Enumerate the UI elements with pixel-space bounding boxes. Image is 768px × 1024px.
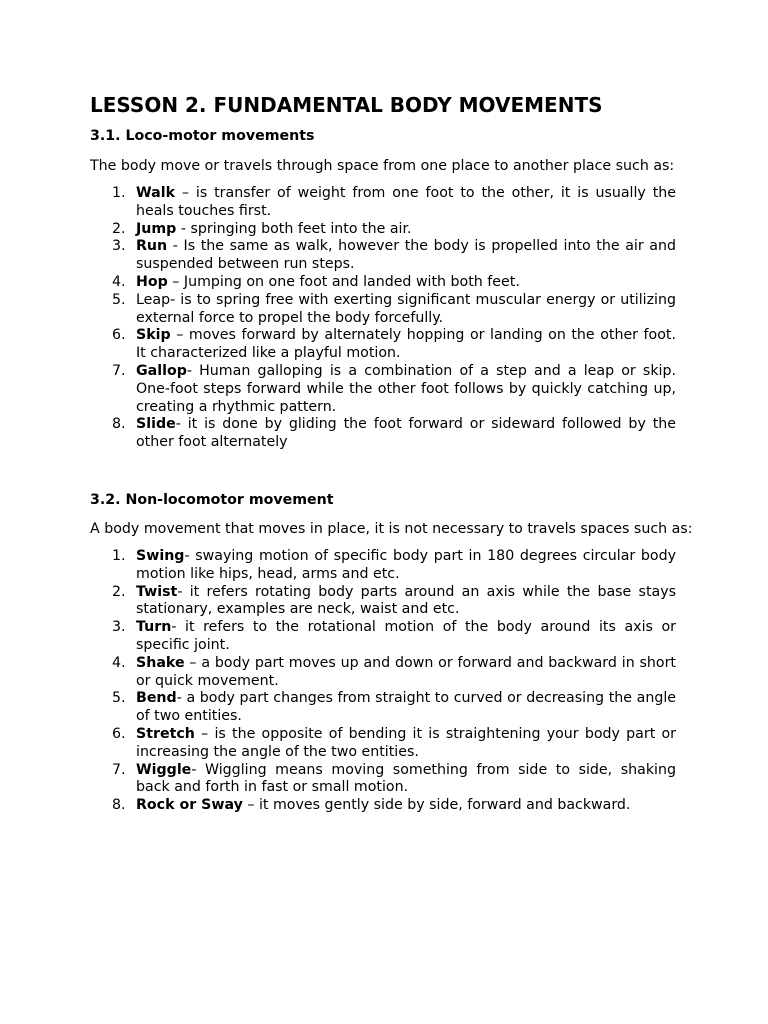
list-item (90, 363, 676, 416)
movement-description: – Jumping on one foot and landed with both feet. (167, 273, 520, 290)
list-item-number: 8. (112, 416, 126, 433)
list-item-number: 7. (112, 362, 126, 379)
movement-term: Gallop (136, 362, 187, 379)
section-heading-nonlocomotor: 3.2. Non-locomotor movement (90, 492, 334, 508)
nonlocomotor-list (90, 548, 676, 815)
list-item-number: 3. (112, 238, 126, 255)
movement-term: Hop (136, 273, 168, 290)
movement-description: - springing both feet into the air. (176, 220, 412, 237)
list-item-number: 8. (112, 797, 126, 814)
lesson-title: LESSON 2. FUNDAMENTAL BODY MOVEMENTS (90, 93, 603, 117)
movement-term: Skip (136, 327, 171, 344)
list-item (90, 238, 676, 274)
list-item (90, 327, 676, 363)
list-item-number: 2. (112, 220, 126, 237)
movement-description: - Is the same as walk, however the body is propelled into the air and suspended between run steps. (136, 238, 676, 273)
movement-term: Wiggle (136, 761, 192, 778)
movement-description: – a body part moves up and down or forward and backward in short or quick movement. (136, 654, 676, 689)
movement-description: – is transfer of weight from one foot to the other, it is usually the heals touches first. (136, 185, 676, 219)
list-item (90, 584, 676, 620)
list-item (90, 274, 676, 292)
list-item (90, 292, 676, 328)
list-item-number: 5. (112, 690, 126, 707)
list-item-number: 4. (112, 273, 126, 290)
list-item-number: 4. (112, 654, 126, 671)
movement-term: Rock or Sway (136, 797, 243, 814)
movement-description: - it refers to the rotational motion of the body around its axis or specific joint. (136, 619, 676, 653)
list-item-number: 6. (112, 327, 126, 344)
movement-description: - a body part changes from straight to curved or decreasing the angle of two entities. (136, 690, 676, 725)
movement-term: Twist (136, 583, 178, 600)
list-item (90, 797, 676, 815)
list-item (90, 185, 676, 221)
movement-description: - it refers rotating body parts around an axis while the base stays stationary, examples are neck, waist and etc. (136, 583, 676, 618)
list-item (90, 548, 676, 584)
list-item-number: 1. (112, 548, 126, 564)
movement-description: - it is done by gliding the foot forward or sideward followed by the other foot alternately (136, 416, 676, 451)
movement-term: Stretch (136, 725, 195, 742)
movement-description: Leap- is to spring free with exerting significant muscular energy or utilizing external force to propel the body forcefully. (136, 291, 676, 326)
list-item (90, 762, 676, 798)
section-heading-locomotor: 3.1. Loco-motor movements (90, 128, 315, 144)
list-item-number: 2. (112, 583, 126, 600)
list-item-number: 3. (112, 619, 126, 636)
section-intro-nonlocomotor: A body movement that moves in place, it is not necessary to travels spaces such as: (90, 521, 693, 537)
list-item (90, 619, 676, 655)
list-item-number: 6. (112, 725, 126, 742)
movement-description: – it moves gently side by side, forward and backward. (242, 797, 631, 814)
list-item (90, 726, 676, 762)
movement-description: – is the opposite of bending it is straightening your body part or increasing the angle of the two entities. (136, 725, 676, 760)
list-item (90, 416, 676, 452)
list-item-number: 5. (112, 291, 126, 308)
movement-description: – moves forward by alternately hopping or landing on the other foot. It characterized like a playful motion. (136, 327, 676, 362)
movement-term: Jump (136, 220, 177, 237)
list-item (90, 655, 676, 691)
movement-description: - Wiggling means moving something from side to side, shaking back and forth in fast or small motion. (136, 761, 676, 796)
movement-term: Walk (136, 185, 176, 201)
movement-term: Slide (136, 416, 176, 433)
movement-term: Shake (136, 654, 185, 671)
movement-description: - Human galloping is a combination of a step and a leap or skip. One-foot steps forward while the other foot follows by quickly catching up, creating a rhythmic pattern. (136, 362, 676, 415)
movement-term: Run (136, 238, 168, 255)
locomotor-list (90, 185, 676, 452)
movement-term: Swing (136, 548, 185, 564)
list-item (90, 690, 676, 726)
list-item (90, 221, 676, 239)
movement-term: Bend (136, 690, 177, 707)
movement-description: - swaying motion of specific body part in 180 degrees circular body motion like hips, head, arms and etc. (136, 548, 676, 582)
list-item-number: 1. (112, 185, 126, 201)
movement-term: Turn (136, 619, 172, 636)
list-item-number: 7. (112, 761, 126, 778)
section-intro-locomotor: The body move or travels through space from one place to another place such as: (90, 158, 675, 174)
